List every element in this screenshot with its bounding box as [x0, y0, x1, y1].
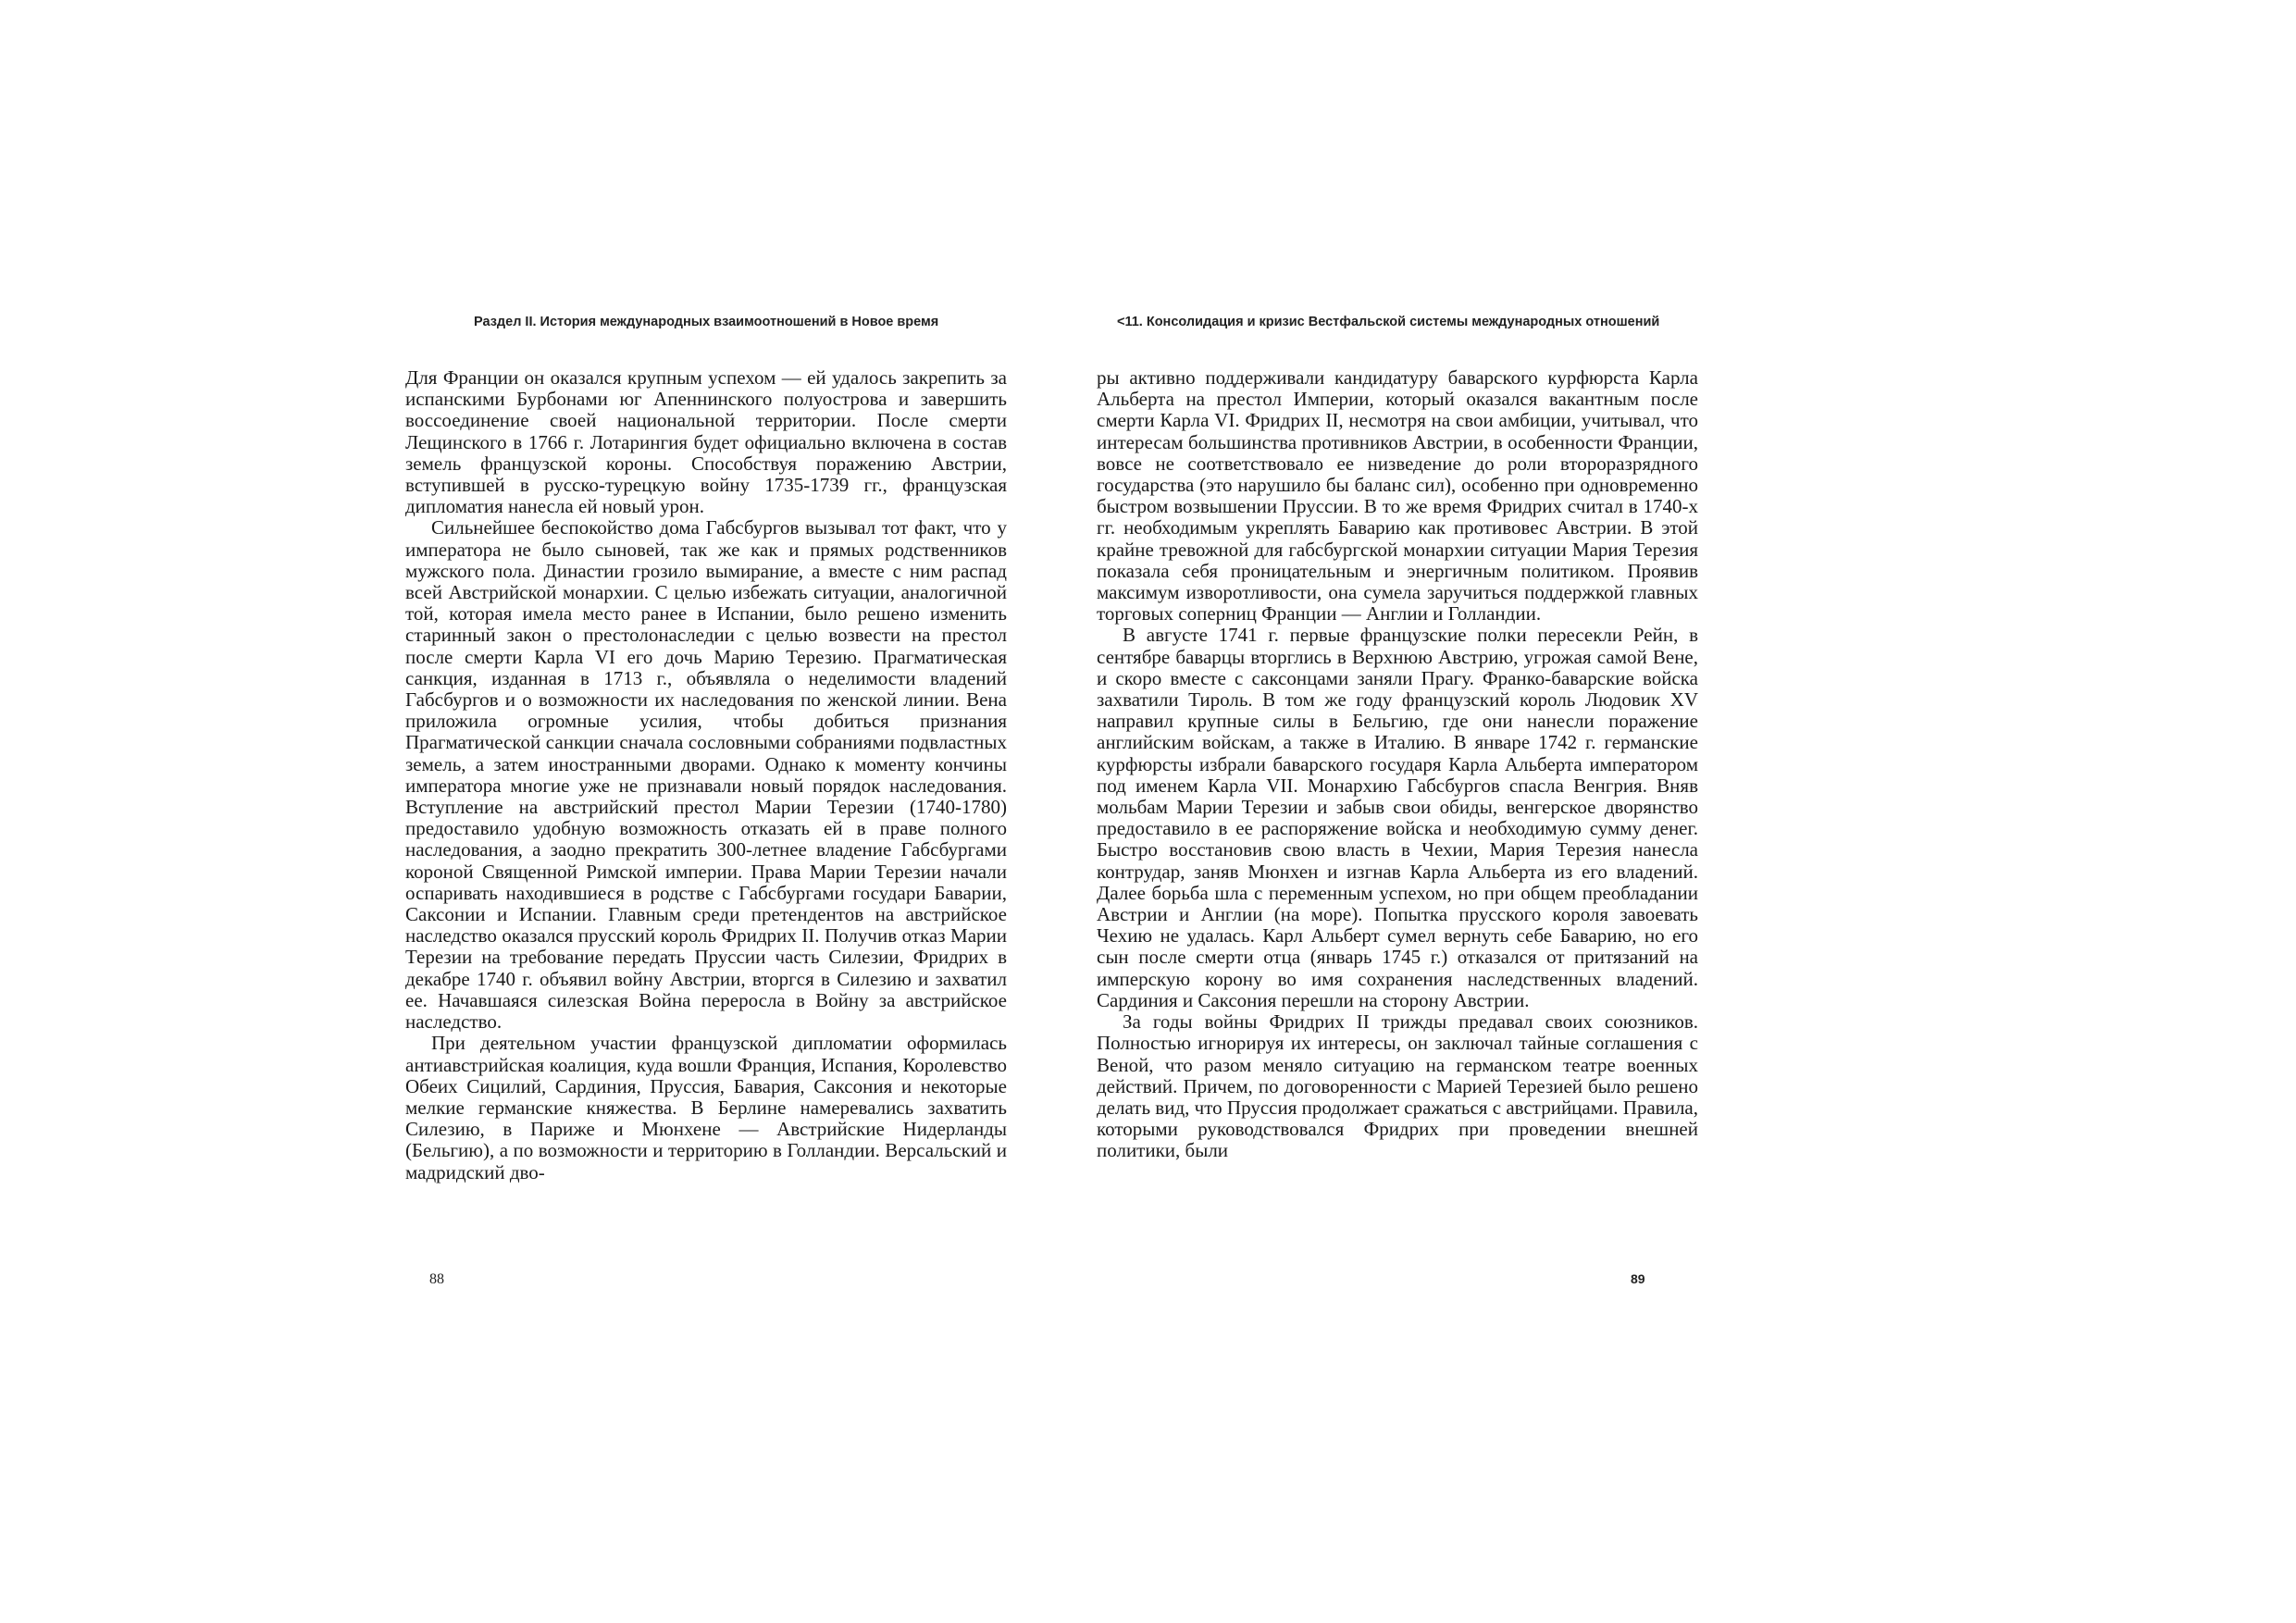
- paragraph: В августе 1741 г. первые французские полки пересекли Рейн, в сентябре баварцы вторглись в Верхнюю Австрию, угрожая самой Вене, и скоро вместе с саксонцами заняли Прагу. Франко-баварские войска захватили Тироль. В том же году французский король Людовик XV направил крупные силы в Бельгию, где они нанесли поражение английским войскам, а также в Италию. В январе 1742 г. германские курфюрсты избрали баварского государя Карла Альберта императором под именем Карла VII. Монархию Габсбургов спасла Венгрия. Вняв мольбам Марии Терезии и забыв свои обиды, венгерское дворянство предоставило в ее распоряжение войска и необходимую сумму денег. Быстро восстановив свою власть в Чехии, Мария Терезия нанесла контрудар, заняв Мюнхен и изгнав Карла Альберта из его владений. Далее борьба шла с переменным успехом, но при общем преобладании Австрии и Англии (на море). Попытка прусского короля завоевать Чехию не удалась. Карл Альберт сумел вернуть себе Баварию, но его сын после смерти отца (январь 1745 г.) отказался от притязаний на имперскую корону во имя сохранения наследственных владений. Сардиния и Саксония перешли на сторону Австрии.: [1097, 624, 1698, 1011]
- page-number-left: 88: [429, 1271, 444, 1287]
- body-text-right: [1097, 367, 1698, 1162]
- paragraph: При деятельном участии французской дипломатии оформилась антиавстрийская коалиция, куда вошли Франция, Испания, Королевство Обеих Сицилий, Сардиния, Пруссия, Бавария, Саксония и некоторые мелкие германские княжества. В Берлине намеревались захватить Силезию, в Париже и Мюнхене — Австрийские Нидерланды (Бельгию), а по возможности и территорию в Голландии. Версальский и мадридский дво-: [405, 1032, 1007, 1183]
- paragraph: ры активно поддерживали кандидатуру баварского курфюрста Карла Альберта на престол Империи, который оказался вакантным после смерти Карла VI. Фридрих II, несмотря на свои амбиции, учитывал, что интересам большинства противников Австрии, в особенности Франции, вовсе не соответствовало ее низведение до роли второразрядного государства (это нарушило бы баланс сил), особенно при одновременно быстром возвышении Пруссии. В то же время Фридрих считал в 1740-х гг. необходимым укреплять Баварию как противовес Австрии. В этой крайне тревожной для габсбургской монархии ситуации Мария Терезия показала себя проницательным и энергичным политиком. Проявив максимум изворотливости, она сумела заручиться поддержкой главных торговых соперниц Франции — Англии и Голландии.: [1097, 366, 1698, 626]
- page-number-right: 89: [1631, 1271, 1645, 1286]
- body-text-left: [405, 367, 1007, 1183]
- paragraph: За годы войны Фридрих II трижды предавал своих союзников. Полностью игнорируя их интересы, он заключал тайные соглашения с Веной, что разом меняло ситуацию на германском театре военных действий. Причем, по договоренности с Марией Терезией было решено делать вид, что Пруссия продолжает сражаться с австрийцами. Правила, которыми руководствовался Фридрих при проведении внешней политики, были: [1097, 1010, 1698, 1162]
- right-page: [1097, 0, 2296, 1623]
- running-head-left: Раздел II. История международных взаимоотношений в Новое время: [474, 315, 939, 329]
- running-head-right: <11. Консолидация и кризис Вестфальской системы международных отношений: [1117, 315, 1660, 329]
- paragraph: Сильнейшее беспокойство дома Габсбургов вызывал тот факт, что у императора не было сыновей, так же как и прямых родственников мужского пола. Династии грозило вымирание, а вместе с ним распад всей Австрийской монархии. С целью избежать ситуации, аналогичной той, которая имела место ранее в Испании, было решено изменить старинный закон о престолонаследии с целью возвести на престол после смерти Карла VI его дочь Марию Терезию. Прагматическая санкция, изданная в 1713 г., объявляла о неделимости владений Габсбургов и о возможности их наследования по женской линии. Вена приложила огромные усилия, чтобы добиться признания Прагматической санкции сначала сословными собраниями подвластных земель, а затем иностранными дворами. Однако к моменту кончины императора многие уже не признавали новый порядок наследования. Вступление на австрийский престол Марии Терезии (1740-1780) предоставило удобную возможность отказать ей в праве полного наследования, а заодно прекратить 300-летнее владение Габсбургами короной Священной Римской империи. Права Марии Терезии начали оспаривать находившиеся в родстве с Габсбургами государи Баварии, Саксонии и Испании. Главным среди претендентов на австрийское наследство оказался прусский король Фридрих II. Получив отказ Марии Терезии на требование передать Пруссии часть Силезии, Фридрих в декабре 1740 г. объявил войну Австрии, вторгся в Силезию и захватил ее. Начавшаяся силезская Война переросла в Войну за австрийское наследство.: [405, 516, 1007, 1034]
- paragraph: Для Франции он оказался крупным успехом — ей удалось закрепить за испанскими Бурбонами юг Апеннинского полуострова и завершить воссоединение своей национальной территории. После смерти Лещинского в 1766 г. Лотарингия будет официально включена в состав земель французской короны. Способствуя поражению Австрии, вступившей в русско-турецкую войну 1735-1739 гг., французская дипломатия нанесла ей новый урон.: [405, 366, 1007, 518]
